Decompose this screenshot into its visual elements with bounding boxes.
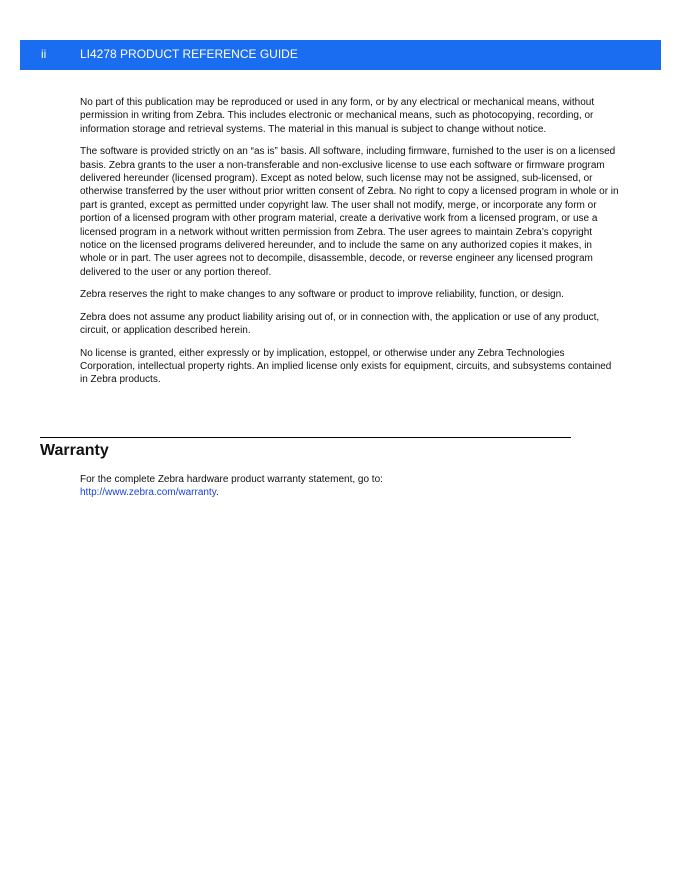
warranty-link-line [80, 486, 620, 499]
page-number: ii [41, 47, 47, 61]
section-divider [40, 437, 571, 438]
paragraph-software-license: The software is provided strictly on an “as is” basis. All software, including firmware, furnished to the user is on a licensed basis. Zebra grants to the user a non-transferable and non-exclusive license to use each software or firmware program delivered hereunder (licensed program). Except as noted below, such license may not be assigned, sub-licensed, or otherwise transferred by the user without prior written consent of Zebra. No right to copy a licensed program in whole or in part is granted, except as permitted under copyright law. The user shall not modify, merge, or incorporate any form or portion of a licensed program with other program material, create a derivative work from a licensed program, or use a licensed program in a network without written permission from Zebra. The user agrees to maintain Zebra’s copyright notice on the licensed programs delivered hereunder, and to include the same on any authorized copies it makes, in whole or in part. The user agrees not to decompile, disassemble, decode, or reverse engineer any licensed program delivered to the user or any portion thereof. [80, 146, 619, 278]
guide-title: LI4278 PRODUCT REFERENCE GUIDE [80, 47, 298, 61]
paragraph-no-license: No license is granted, either expressly or by implication, estoppel, or otherwise under any Zebra Technologies Corporation, intellectual property rights. An implied license only exists for equipment, circuits, and subsystems contained in Zebra products. [80, 347, 612, 386]
paragraph-reproduction: No part of this publication may be reproduced or used in any form, or by any electrical or mechanical means, without permission in writing from Zebra. This includes electronic or mechanical means, such as photocopying, recording, or information storage and retrieval systems. The material in this manual is subject to change without notice. [80, 97, 595, 135]
warranty-heading: Warranty [40, 442, 109, 459]
warranty-text: For the complete Zebra hardware product warranty statement, go to: [80, 474, 383, 485]
legal-text [80, 96, 620, 396]
warranty-link[interactable]: http://www.zebra.com/warranty [80, 487, 216, 499]
warranty-link-suffix: . [215, 487, 219, 499]
paragraph-changes: Zebra reserves the right to make changes to any software or product to improve reliability, function, or design. [80, 289, 564, 301]
paragraph-liability: Zebra does not assume any product liability arising out of, or in connection with, the application or use of any product, circuit, or application described herein. [80, 311, 600, 337]
warranty-text-block [80, 473, 620, 500]
page-header [20, 40, 661, 70]
